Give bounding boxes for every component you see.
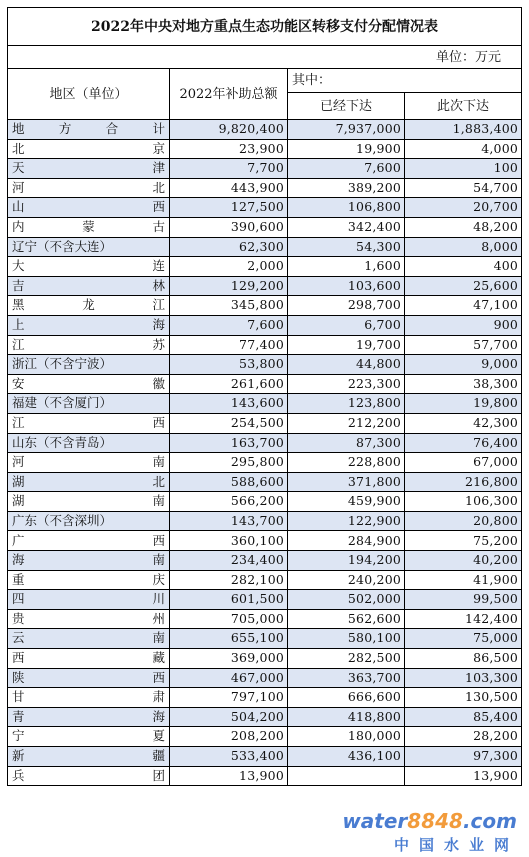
region-char: 地 xyxy=(12,121,25,137)
current-cell: 86,500 xyxy=(405,649,522,669)
region-cell xyxy=(8,551,170,571)
region-char: 林 xyxy=(152,277,165,293)
total-cell: 127,500 xyxy=(170,198,288,218)
table-row xyxy=(8,492,522,512)
region-char: 兵 xyxy=(12,767,25,783)
current-cell: 99,500 xyxy=(405,590,522,610)
table-row xyxy=(8,707,522,727)
region-char: 京 xyxy=(152,140,165,156)
total-cell: 390,600 xyxy=(170,217,288,237)
issued-cell: 212,200 xyxy=(288,413,405,433)
region-cell xyxy=(8,159,170,179)
region-name xyxy=(12,316,165,332)
table-row xyxy=(8,668,522,688)
region-cell xyxy=(8,198,170,218)
current-cell: 75,200 xyxy=(405,531,522,551)
table-row xyxy=(8,727,522,747)
table-row xyxy=(8,472,522,492)
region-char: 疆 xyxy=(152,748,165,764)
region-cell xyxy=(8,217,170,237)
region-cell xyxy=(8,120,170,140)
region-name xyxy=(12,277,165,293)
region-char: 团 xyxy=(152,767,165,783)
issued-cell: 363,700 xyxy=(288,668,405,688)
issued-cell: 87,300 xyxy=(288,433,405,453)
issued-cell: 562,600 xyxy=(288,609,405,629)
region-char: 北 xyxy=(12,140,25,156)
header-issued: 已经下达 xyxy=(288,93,405,120)
issued-cell: 666,600 xyxy=(288,688,405,708)
table-row xyxy=(8,766,522,786)
region-name xyxy=(12,691,165,704)
current-cell: 40,200 xyxy=(405,551,522,571)
table-row xyxy=(8,120,522,140)
region-name xyxy=(12,414,165,430)
current-cell: 400 xyxy=(405,257,522,277)
watermark-logo xyxy=(342,805,525,855)
watermark-brand-text: water xyxy=(342,809,408,833)
region-char: 云 xyxy=(12,630,25,646)
current-cell: 85,400 xyxy=(405,707,522,727)
issued-cell: 122,900 xyxy=(288,511,405,531)
region-cell: 广东（不含深圳） xyxy=(8,511,170,531)
total-cell: 143,700 xyxy=(170,511,288,531)
table-row xyxy=(8,551,522,571)
total-cell: 504,200 xyxy=(170,707,288,727)
region-char: 青 xyxy=(12,708,25,724)
issued-cell: 228,800 xyxy=(288,453,405,473)
total-cell: 7,600 xyxy=(170,315,288,335)
issued-cell: 54,300 xyxy=(288,237,405,257)
region-char: 古 xyxy=(152,219,165,235)
current-cell: 54,700 xyxy=(405,178,522,198)
unit-row xyxy=(8,46,522,69)
total-cell: 77,400 xyxy=(170,335,288,355)
watermark-domain: .com xyxy=(462,809,517,833)
region-name xyxy=(12,162,165,175)
region-name xyxy=(12,375,165,391)
table-title: 2022年中央对地方重点生态功能区转移支付分配情况表 xyxy=(8,8,522,46)
region-char: 徽 xyxy=(152,375,165,391)
unit-label: 单位：万元 xyxy=(8,46,522,69)
watermark-digits: 8848 xyxy=(407,809,463,833)
current-cell: 20,800 xyxy=(405,511,522,531)
region-cell xyxy=(8,374,170,394)
current-cell: 1,883,400 xyxy=(405,120,522,140)
issued-cell xyxy=(288,766,405,786)
current-cell: 57,700 xyxy=(405,335,522,355)
region-char: 西 xyxy=(12,650,25,666)
region-cell xyxy=(8,727,170,747)
region-cell xyxy=(8,178,170,198)
total-cell: 588,600 xyxy=(170,472,288,492)
issued-cell: 342,400 xyxy=(288,217,405,237)
region-name xyxy=(12,652,165,665)
region-name xyxy=(12,554,165,567)
total-cell: 443,900 xyxy=(170,178,288,198)
region-cell xyxy=(8,609,170,629)
region-char: 上 xyxy=(12,316,25,332)
issued-cell: 371,800 xyxy=(288,472,405,492)
region-cell xyxy=(8,707,170,727)
header-of-which: 其中： xyxy=(288,69,522,93)
region-name xyxy=(12,140,165,156)
current-cell: 100 xyxy=(405,159,522,179)
region-char: 南 xyxy=(152,454,165,470)
region-char: 河 xyxy=(12,179,25,195)
table-row xyxy=(8,453,522,473)
issued-cell: 19,900 xyxy=(288,139,405,159)
region-char: 海 xyxy=(12,552,25,568)
issued-cell: 6,700 xyxy=(288,315,405,335)
total-cell: 705,000 xyxy=(170,609,288,629)
total-cell: 295,800 xyxy=(170,453,288,473)
current-cell: 28,200 xyxy=(405,727,522,747)
region-cell xyxy=(8,590,170,610)
region-name xyxy=(12,221,165,234)
issued-cell: 44,800 xyxy=(288,355,405,375)
region-char: 湖 xyxy=(12,473,25,489)
total-cell: 9,820,400 xyxy=(170,120,288,140)
issued-cell: 19,700 xyxy=(288,335,405,355)
region-cell: 山东（不含青岛） xyxy=(8,433,170,453)
region-cell xyxy=(8,668,170,688)
total-cell: 143,600 xyxy=(170,394,288,414)
region-char: 北 xyxy=(152,473,165,489)
header-row-1 xyxy=(8,69,522,93)
current-cell: 47,100 xyxy=(405,296,522,316)
table-row xyxy=(8,629,522,649)
region-char: 津 xyxy=(152,160,165,176)
region-char: 河 xyxy=(12,454,25,470)
region-char: 山 xyxy=(12,199,25,215)
current-cell: 20,700 xyxy=(405,198,522,218)
current-cell: 900 xyxy=(405,315,522,335)
region-char: 合 xyxy=(105,121,119,137)
region-name xyxy=(12,495,165,508)
header-total: 2022年补助总额 xyxy=(170,69,288,120)
total-cell: 254,500 xyxy=(170,413,288,433)
total-cell: 797,100 xyxy=(170,688,288,708)
region-char: 夏 xyxy=(152,728,165,744)
table-row xyxy=(8,413,522,433)
region-char: 连 xyxy=(152,258,165,274)
region-char: 庆 xyxy=(152,571,165,587)
region-char: 吉 xyxy=(12,277,25,293)
total-cell: 261,600 xyxy=(170,374,288,394)
region-char: 陕 xyxy=(12,669,25,685)
region-name xyxy=(12,456,165,469)
header-region: 地区（单位） xyxy=(8,69,170,120)
region-cell xyxy=(8,335,170,355)
current-cell: 216,800 xyxy=(405,472,522,492)
total-cell: 7,700 xyxy=(170,159,288,179)
table-row xyxy=(8,355,522,375)
region-cell xyxy=(8,747,170,767)
issued-cell: 418,800 xyxy=(288,707,405,727)
region-cell xyxy=(8,649,170,669)
table-row xyxy=(8,139,522,159)
region-name xyxy=(12,179,165,195)
total-cell: 345,800 xyxy=(170,296,288,316)
table-row xyxy=(8,159,522,179)
issued-cell: 1,600 xyxy=(288,257,405,277)
issued-cell: 298,700 xyxy=(288,296,405,316)
table-row xyxy=(8,394,522,414)
region-char: 安 xyxy=(12,375,25,391)
region-char: 南 xyxy=(152,630,165,646)
region-cell: 福建（不含厦门） xyxy=(8,394,170,414)
region-char: 新 xyxy=(12,748,25,764)
current-cell: 38,300 xyxy=(405,374,522,394)
table-row xyxy=(8,511,522,531)
current-cell: 130,500 xyxy=(405,688,522,708)
region-char: 藏 xyxy=(152,650,165,666)
region-char: 西 xyxy=(152,669,165,685)
region-char: 湖 xyxy=(12,493,25,509)
total-cell: 62,300 xyxy=(170,237,288,257)
table-row xyxy=(8,217,522,237)
issued-cell: 103,600 xyxy=(288,276,405,296)
region-char: 江 xyxy=(152,297,165,313)
region-cell xyxy=(8,688,170,708)
total-cell: 360,100 xyxy=(170,531,288,551)
total-cell: 533,400 xyxy=(170,747,288,767)
issued-cell: 7,937,000 xyxy=(288,120,405,140)
region-char: 苏 xyxy=(152,336,165,352)
region-char: 龙 xyxy=(82,297,95,313)
total-cell: 163,700 xyxy=(170,433,288,453)
region-cell xyxy=(8,257,170,277)
region-char: 西 xyxy=(152,532,165,548)
table-row xyxy=(8,198,522,218)
current-cell: 8,000 xyxy=(405,237,522,257)
region-name xyxy=(12,532,165,548)
region-cell: 浙江（不含宁波） xyxy=(8,355,170,375)
current-cell: 103,300 xyxy=(405,668,522,688)
issued-cell: 502,000 xyxy=(288,590,405,610)
total-cell: 129,200 xyxy=(170,276,288,296)
total-cell: 369,000 xyxy=(170,649,288,669)
allocation-table-sheet xyxy=(7,7,521,786)
table-row xyxy=(8,296,522,316)
region-char: 黑 xyxy=(12,297,25,313)
region-char: 海 xyxy=(152,708,165,724)
region-char: 宁 xyxy=(12,728,25,744)
region-char: 西 xyxy=(152,199,165,215)
region-char: 四 xyxy=(12,591,25,607)
region-name xyxy=(12,571,165,587)
region-name xyxy=(12,593,165,606)
region-name xyxy=(12,201,165,214)
table-row xyxy=(8,570,522,590)
watermark-cn: 中国水业网 xyxy=(393,836,519,854)
region-char: 天 xyxy=(12,160,25,176)
region-cell xyxy=(8,629,170,649)
issued-cell: 180,000 xyxy=(288,727,405,747)
current-cell: 9,000 xyxy=(405,355,522,375)
region-char: 西 xyxy=(152,414,165,430)
table-row xyxy=(8,747,522,767)
current-cell: 67,000 xyxy=(405,453,522,473)
region-name xyxy=(12,299,165,312)
region-cell xyxy=(8,472,170,492)
current-cell: 13,900 xyxy=(405,766,522,786)
region-cell xyxy=(8,766,170,786)
region-name xyxy=(12,123,165,136)
region-char: 肃 xyxy=(152,689,165,705)
region-name xyxy=(12,767,165,783)
total-cell: 13,900 xyxy=(170,766,288,786)
region-char: 北 xyxy=(152,179,165,195)
table-row xyxy=(8,609,522,629)
issued-cell: 389,200 xyxy=(288,178,405,198)
title-row xyxy=(8,8,522,46)
region-cell: 辽宁（不含大连） xyxy=(8,237,170,257)
table-row xyxy=(8,237,522,257)
current-cell: 4,000 xyxy=(405,139,522,159)
issued-cell: 223,300 xyxy=(288,374,405,394)
region-cell xyxy=(8,492,170,512)
issued-cell: 282,500 xyxy=(288,649,405,669)
region-name xyxy=(12,632,165,645)
table-row xyxy=(8,315,522,335)
total-cell: 23,900 xyxy=(170,139,288,159)
table-row xyxy=(8,257,522,277)
current-cell: 19,800 xyxy=(405,394,522,414)
table-row xyxy=(8,276,522,296)
region-char: 重 xyxy=(12,571,25,587)
region-char: 计 xyxy=(152,121,165,137)
region-char: 南 xyxy=(152,493,165,509)
total-cell: 655,100 xyxy=(170,629,288,649)
table-row xyxy=(8,178,522,198)
region-name xyxy=(12,336,165,352)
region-name xyxy=(12,260,165,273)
total-cell: 208,200 xyxy=(170,727,288,747)
table-row xyxy=(8,433,522,453)
region-char: 蒙 xyxy=(82,219,95,235)
table-row xyxy=(8,374,522,394)
table-row xyxy=(8,531,522,551)
total-cell: 53,800 xyxy=(170,355,288,375)
table-row xyxy=(8,649,522,669)
region-cell xyxy=(8,570,170,590)
total-cell: 2,000 xyxy=(170,257,288,277)
total-cell: 467,000 xyxy=(170,668,288,688)
current-cell: 75,000 xyxy=(405,629,522,649)
region-char: 内 xyxy=(12,219,25,235)
region-char: 海 xyxy=(152,316,165,332)
region-cell xyxy=(8,453,170,473)
current-cell: 142,400 xyxy=(405,609,522,629)
region-char: 川 xyxy=(152,591,165,607)
total-cell: 601,500 xyxy=(170,590,288,610)
current-cell: 42,300 xyxy=(405,413,522,433)
region-cell xyxy=(8,276,170,296)
watermark-brand xyxy=(342,809,517,833)
region-cell xyxy=(8,315,170,335)
region-char: 大 xyxy=(12,258,25,274)
region-cell xyxy=(8,413,170,433)
region-char: 贵 xyxy=(12,610,25,626)
issued-cell: 240,200 xyxy=(288,570,405,590)
region-name xyxy=(12,750,165,763)
current-cell: 76,400 xyxy=(405,433,522,453)
issued-cell: 194,200 xyxy=(288,551,405,571)
issued-cell: 123,800 xyxy=(288,394,405,414)
total-cell: 566,200 xyxy=(170,492,288,512)
issued-cell: 459,900 xyxy=(288,492,405,512)
issued-cell: 436,100 xyxy=(288,747,405,767)
region-name xyxy=(12,610,165,626)
header-current: 此次下达 xyxy=(405,93,522,120)
region-name xyxy=(12,730,165,743)
region-cell xyxy=(8,531,170,551)
region-name xyxy=(12,669,165,685)
region-cell xyxy=(8,296,170,316)
table-row xyxy=(8,590,522,610)
region-name xyxy=(12,708,165,724)
issued-cell: 580,100 xyxy=(288,629,405,649)
table-row xyxy=(8,688,522,708)
current-cell: 25,600 xyxy=(405,276,522,296)
current-cell: 97,300 xyxy=(405,747,522,767)
region-char: 江 xyxy=(12,336,25,352)
region-char: 广 xyxy=(12,532,25,548)
region-char: 州 xyxy=(152,610,165,626)
current-cell: 106,300 xyxy=(405,492,522,512)
total-cell: 234,400 xyxy=(170,551,288,571)
region-char: 方 xyxy=(58,121,72,137)
current-cell: 41,900 xyxy=(405,570,522,590)
issued-cell: 284,900 xyxy=(288,531,405,551)
total-cell: 282,100 xyxy=(170,570,288,590)
region-char: 甘 xyxy=(12,689,25,705)
region-cell xyxy=(8,139,170,159)
issued-cell: 7,600 xyxy=(288,159,405,179)
current-cell: 48,200 xyxy=(405,217,522,237)
issued-cell: 106,800 xyxy=(288,198,405,218)
region-char: 江 xyxy=(12,414,25,430)
table-row xyxy=(8,335,522,355)
region-name xyxy=(12,473,165,489)
allocation-table xyxy=(7,7,522,786)
region-char: 南 xyxy=(152,552,165,568)
